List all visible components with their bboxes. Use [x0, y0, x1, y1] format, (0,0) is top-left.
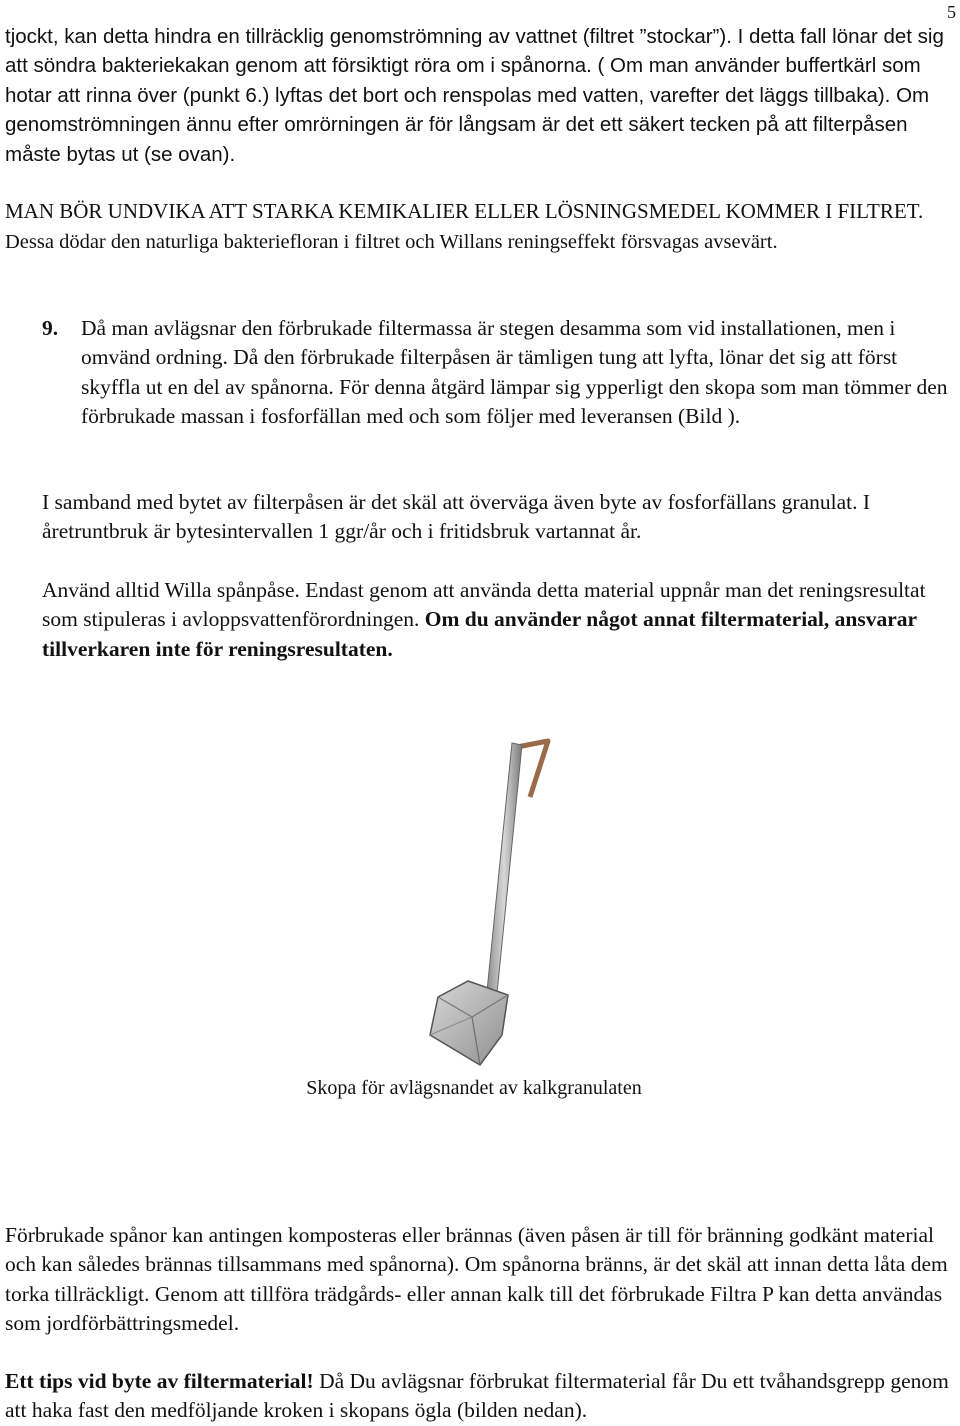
list-item-text: Då man avlägsnar den förbrukade filtermassa är stegen desamma som vid installationen, men i omvänd ordning. Då den förbrukade filterpåsen är tämligen tung att lyfta, lönar det sig att först skyffla ut en del av spånorna. För denna åtgärd lämpar sig ypperligt den skopa som man tömmer den förbrukade massan i fosforfällan med och som följer med leveransen (Bild ).	[81, 316, 948, 428]
page-number: 5	[947, 2, 956, 22]
paragraph-filter-clogging	[5, 22, 950, 169]
list-item-number: 9.	[42, 316, 59, 340]
paragraph-granulate-change	[42, 488, 957, 547]
list-item-9	[42, 314, 957, 431]
paragraph-filter-material-text: Använd alltid Willa spånpåse. Endast genom att använda detta material uppnår man det reningsresultat som stipuleras i avloppsvattenförordningen.	[42, 578, 926, 632]
paragraph-tip	[5, 1367, 950, 1426]
tip-heading: Ett tips vid byte av filtermaterial!	[5, 1369, 314, 1393]
figure-caption: Skopa för avlägsnandet av kalkgranulaten	[306, 1077, 642, 1099]
paragraph-granulate-change-text: I samband med bytet av filterpåsen är det skäl att överväga även byte av fosforfällans granulat. I åretruntbruk är bytesintervallen 1 ggr/år och i fritidsbruk vartannat år.	[42, 490, 871, 544]
paragraph-filter-material-warning: Om du använder något annat filtermaterial, ansvarar tillverkaren inte för reningsresultaten.	[42, 607, 917, 661]
chemical-warning-caps: MAN BÖR UNDVIKA ATT STARKA KEMIKALIER ELLER LÖSNINGSMEDEL KOMMER I FILTRET.	[5, 199, 924, 223]
paragraph-chemical-warning	[5, 197, 950, 258]
chemical-warning-tail: Dessa dödar den naturliga bakteriefloran i filtret och Willans reningseffekt försvagas avsevärt.	[5, 231, 778, 254]
paragraph-spent-shavings-text: Förbrukade spånor kan antingen komposteras eller brännas (även påsen är till för bränning godkänt material och kan således brännas tillsammans med spånorna). Om spånorna bränns, är det skäl att innan detta låta dem torka tillräckligt. Genom att tillföra trädgårds- eller annan kalk till det förbrukade Filtra P kan detta användas som jordförbättringsmedel.	[5, 1223, 948, 1335]
paragraph-spent-shavings	[5, 1221, 950, 1338]
paragraph-filter-clogging-text: tjockt, kan detta hindra en tillräcklig genomströmning av vattnet (filtret ”stockar”). I detta fall lönar det sig att söndra bakteriekakan genom att försiktigt röra om i spånorna. ( Om man använder buffertkärl som hotar att rinna över (punkt 6.) lyftas det bort och renspolas med vatten, varefter det läggs tillbaka). Om genomströmningen ännu efter omrörningen är för långsam är det ett säkert tecken på att filterpåsen måste bytas ut (se ovan).	[5, 25, 944, 166]
scoop-figure	[400, 735, 600, 1075]
tip-text: Då Du avlägsnar förbrukat filtermaterial får Du ett tvåhandsgrepp genom att haka fast den medföljande kroken i skopans ögla (bilden nedan).	[5, 1369, 949, 1423]
paragraph-filter-material	[42, 576, 957, 664]
scoop-icon	[400, 735, 600, 1075]
